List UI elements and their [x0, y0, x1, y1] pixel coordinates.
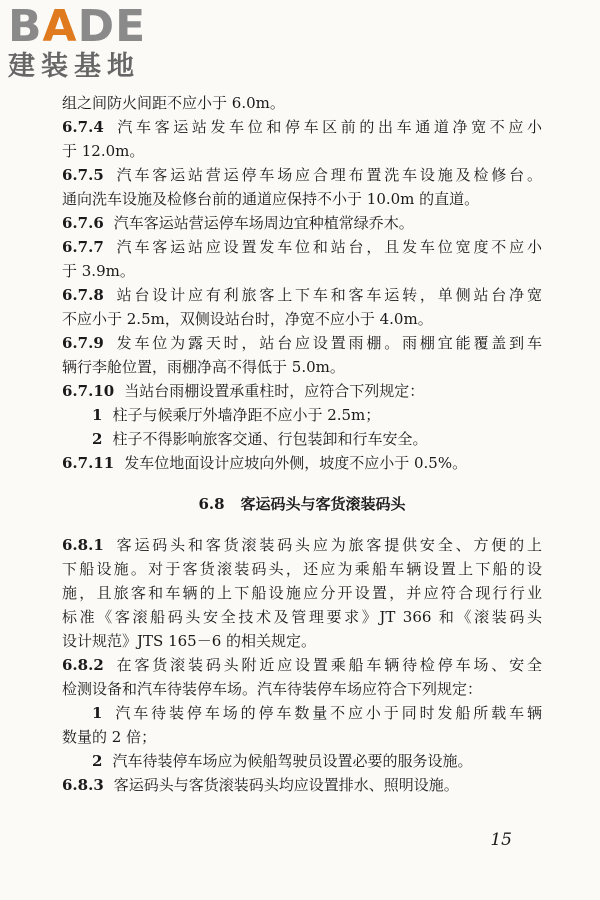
- paragraph-line: 标准《客滚船码头安全技术及管理要求》JT 366 和《滚装码头: [62, 608, 542, 626]
- clause-6-7-8: 6.7.8 站台设计应有利旅客上下车和客车运转，单侧站台净宽: [62, 286, 542, 304]
- list-item: 2 汽车待装停车场应为候船驾驶员设置必要的服务设施。: [92, 752, 473, 770]
- clause-6-8-3: 6.8.3 客运码头与客货滚装码头均应设置排水、照明设施。: [62, 776, 459, 794]
- clause-6-7-9: 6.7.9 发车位为露天时，站台应设置雨棚。雨棚宜能覆盖到车: [62, 334, 542, 352]
- paragraph-line: 于 3.9m。: [62, 262, 135, 280]
- paragraph-line: 数量的 2 倍；: [62, 728, 157, 746]
- paragraph-line: 于 12.0m。: [62, 142, 145, 160]
- paragraph-line: 组之间防火间距不应小于 6.0m。: [62, 94, 285, 112]
- clause-6-7-7: 6.7.7 汽车客运站应设置发车位和站台，且发车位宽度不应小: [62, 238, 542, 256]
- document-body: [62, 91, 542, 797]
- list-item: 1 汽车待装停车场的停车数量不应小于同时发船所载车辆: [92, 704, 542, 722]
- page-number: 15: [490, 830, 512, 850]
- paragraph-line: 下船设施。对于客货滚装码头，还应为乘船车辆设置上下船的设: [62, 560, 542, 578]
- clause-6-7-5: 6.7.5 汽车客运站营运停车场应合理布置洗车设施及检修台。: [62, 166, 542, 184]
- paragraph-line: 施，且旅客和车辆的上下船设施应分开设置，并应符合现行行业: [62, 584, 542, 602]
- logo-wordmark: BADE: [8, 1, 147, 52]
- list-item: 1 柱子与候乘厅外墙净距不应小于 2.5m；: [92, 406, 381, 424]
- paragraph-line: 辆行李舱位置，雨棚净高不得低于 5.0m。: [62, 358, 345, 376]
- logo: [8, 1, 178, 82]
- section-heading-6-8: 6.8 客运码头与客货滚装码头: [198, 495, 406, 513]
- clause-6-7-11: 6.7.11 发车位地面设计应坡向外侧，坡度不应小于 0.5%。: [62, 454, 468, 472]
- list-item: 2 柱子不得影响旅客交通、行包装卸和行车安全。: [92, 430, 428, 448]
- clause-6-7-10: 6.7.10 当站台雨棚设置承重柱时，应符合下列规定：: [62, 382, 425, 400]
- clause-6-8-1: 6.8.1 客运码头和客货滚装码头应为旅客提供安全、方便的上: [62, 536, 542, 554]
- paragraph-line: 不应小于 2.5m，双侧设站台时，净宽不应小于 4.0m。: [62, 310, 433, 328]
- logo-subtitle: 建装基地: [8, 51, 140, 82]
- clause-6-8-2: 6.8.2 在客货滚装码头附近应设置乘船车辆待检停车场、安全: [62, 656, 542, 674]
- clause-6-7-4: 6.7.4 汽车客运站发车位和停车区前的出车通道净宽不应小: [62, 118, 542, 136]
- clause-6-7-6: 6.7.6 汽车客运站营运停车场周边宜种植常绿乔木。: [62, 214, 414, 232]
- paragraph-line: 检测设备和汽车待装停车场。汽车待装停车场应符合下列规定：: [62, 680, 483, 698]
- paragraph-line: 设计规范》JTS 165－6 的相关规定。: [62, 632, 317, 650]
- paragraph-line: 通向洗车设施及检修台前的通道应保持不小于 10.0m 的直道。: [62, 190, 480, 208]
